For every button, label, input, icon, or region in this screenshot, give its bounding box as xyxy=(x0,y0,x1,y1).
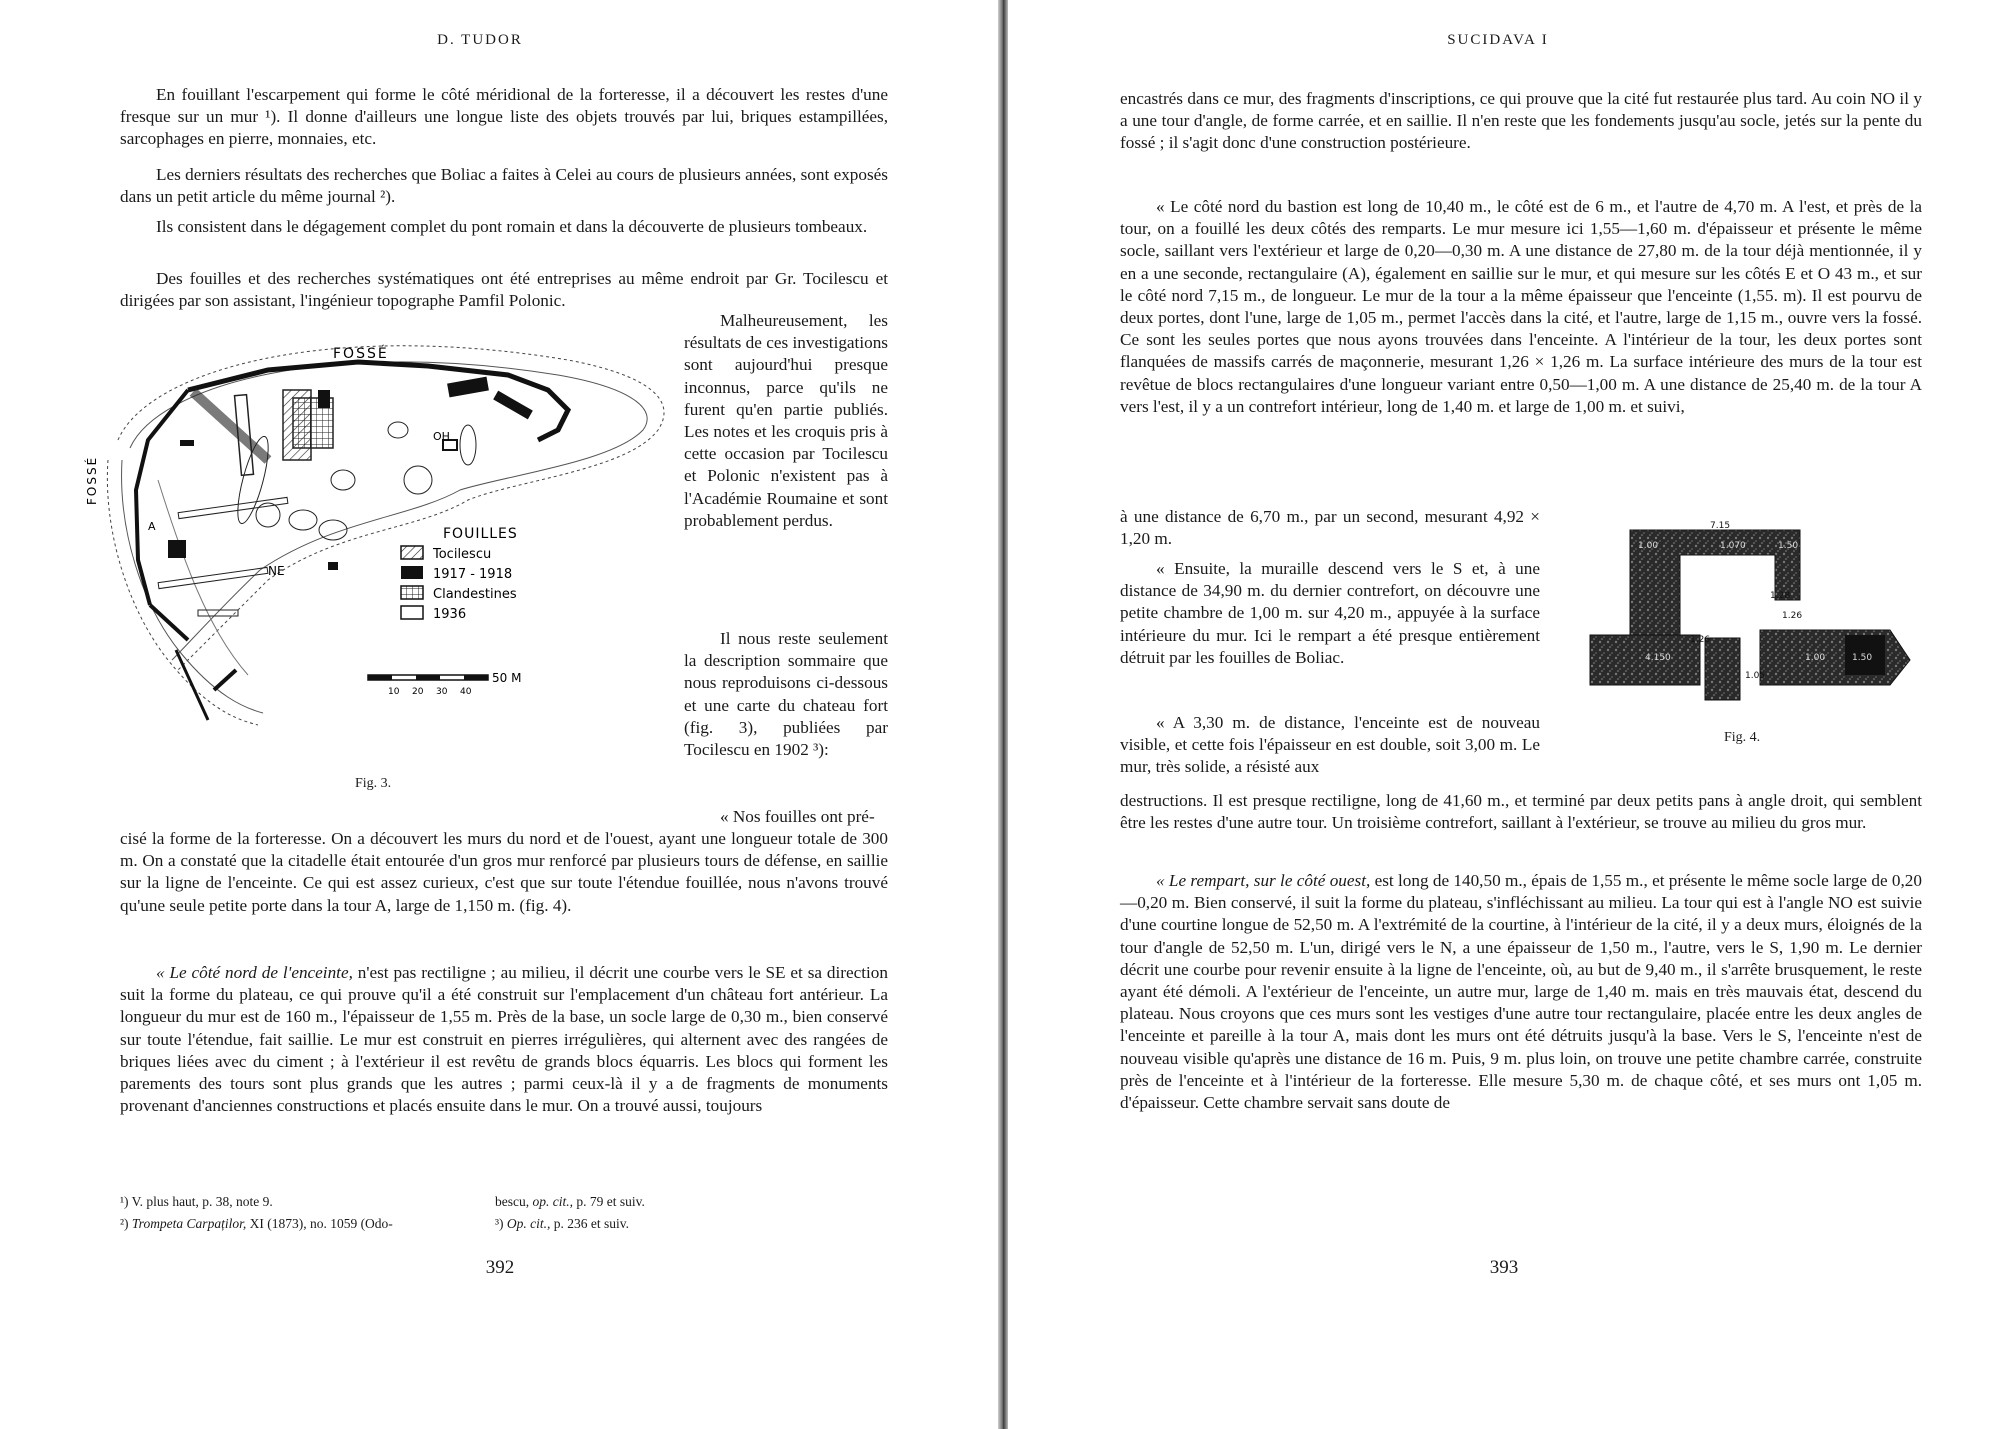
map-label-a: A xyxy=(148,520,156,533)
left-side-paragraph-2: Il nous reste seulement la description sommaire que nous reproduisons ci-dessous et une carte du chateau fort (fig. 3), publiées par Tocilescu en 1902 ³): xyxy=(684,629,888,760)
left-paragraph-2: Les derniers résultats des recherches que Boliac a faites à Celei au cours de plusieurs années, sont exposés dans un petit article du même journal ²). xyxy=(120,165,888,207)
right-paragraph-2b: à une distance de 6,70 m., par un second, mesurant 4,92 × 1,20 m. xyxy=(1120,507,1540,549)
left-paragraph-6 xyxy=(120,962,888,1117)
map-legend-title: FOUILLES xyxy=(443,526,518,542)
footnote-3 xyxy=(495,1214,875,1234)
plan-label-128: 1.28 xyxy=(1770,591,1791,601)
plan-label-100-bottom: 1.00 xyxy=(1805,653,1826,663)
footnote-3-italic: op. cit., xyxy=(532,1194,573,1209)
right-page xyxy=(1008,0,2000,1429)
map-legend-1917: 1917 - 1918 xyxy=(433,567,513,582)
page-number-left: 392 xyxy=(485,1257,515,1278)
footnote-2-prefix: ²) xyxy=(120,1216,132,1231)
footnote-3-text: p. 79 et suiv. xyxy=(573,1194,645,1209)
plan-label-150-bottom: 1.50 xyxy=(1852,653,1873,663)
right-paragraph-4: « A 3,30 m. de distance, l'enceinte est de nouveau visible, et cette fois l'épaisseur en est double, soit 3,00 m. Le mur, très solide, a résisté aux xyxy=(1120,713,1540,777)
fortress-map-figure xyxy=(85,330,678,730)
map-legend-clandestines: Clandestines xyxy=(433,587,517,602)
map-scale-tick-20: 20 xyxy=(412,687,424,697)
footnote-2 xyxy=(120,1214,500,1234)
map-label-fosse-left: FOSSÉ xyxy=(85,455,99,505)
map-scale-label: 50 M xyxy=(492,671,522,685)
map-label-oh: OH xyxy=(433,430,450,443)
plan-label-150-top: 1.50 xyxy=(1778,541,1799,551)
map-scale-tick-30: 30 xyxy=(436,687,448,697)
left-side-paragraph-1: Malheureusement, les résultats de ces investigations sont aujourd'hui presque inconnus, parce qu'ils ne furent qu'en partie publiés. Les notes et les croquis pris à cette occasion par Tocilescu et Polonic n'existent pas à l'Académie Roumaine et sont probablement perdus. xyxy=(684,311,888,530)
plan-label-126-a: 1.26 xyxy=(1690,635,1711,645)
right-paragraph-1: encastrés dans ce mur, des fragments d'inscriptions, ce qui prouve que la cité fut restaurée plus tard. Au coin NO il y a une tour d'angle, de forme carrée, et en saillie. Il n'en reste que les fondements jusqu'au socle, jetés sur la pente du fossé ; il s'agit donc d'une construction postérieure. xyxy=(1120,89,1922,153)
plan-label-1070: 1.070 xyxy=(1720,541,1746,551)
map-label-fosse-top: FOSSÉ xyxy=(333,346,389,362)
right-paragraph-5 xyxy=(1120,870,1922,1114)
left-side-paragraph-3: « Nos fouilles ont pré- xyxy=(720,807,875,826)
footnote-2-text: XI (1873), no. 1059 (Odo- xyxy=(246,1216,393,1231)
footnote-4-prefix: ³) xyxy=(495,1216,507,1231)
plan-label-126-b: 1.26 xyxy=(1782,611,1803,621)
left-paragraph-4: Des fouilles et des recherches systématiques ont été entreprises au même endroit par Gr. Tocilescu et dirigées par son assistant, l'ingénieur topographe Pamfil Polonic. xyxy=(120,269,888,311)
left-paragraph-1: En fouillant l'escarpement qui forme le côté méridional de la forteresse, il a découvert les restes d'une fresque sur un mur ¹). Il donne d'ailleurs une longue liste des objets trouvés par lui, briques estampillées, sarcophages en pierre, monnaies, etc. xyxy=(120,85,888,149)
tower-plan-figure xyxy=(1590,520,1920,720)
plan-label-105: 1.05 xyxy=(1745,671,1766,681)
right-p5-italic: « Le rempart, sur le côté ouest, xyxy=(1156,871,1371,890)
plan-label-715: 7.15 xyxy=(1710,521,1731,531)
plan-label-4150: 4.150 xyxy=(1645,653,1671,663)
map-label-ne: NE xyxy=(268,564,285,578)
book-gutter xyxy=(998,0,1008,1429)
running-head-right: SUCIDAVA I xyxy=(1447,32,1549,48)
left-p6-italic: « Le côté nord de l'enceinte, xyxy=(156,963,353,982)
map-scale-tick-10: 10 xyxy=(388,687,400,697)
map-scale-tick-40: 40 xyxy=(460,687,472,697)
map-legend-1936: 1936 xyxy=(433,607,467,622)
left-paragraph-3: Ils consistent dans le dégagement complet du pont romain et dans la découverte de plusieurs tombeaux. xyxy=(156,217,868,236)
footnote-1: ¹) V. plus haut, p. 38, note 9. xyxy=(120,1194,273,1209)
footnote-4-text: p. 236 et suiv. xyxy=(550,1216,630,1231)
left-paragraph-5: cisé la forme de la forteresse. On a découvert les murs du nord et de l'ouest, ayant une longueur totale de 300 m. On a constaté que la citadelle était entourée d'un gros mur renforcé par plusieurs tours de défense, en saillie sur la ligne de l'enceinte. Ce qui est assez curieux, c'est que sur toute l'étendue fouillée, nous n'avons trouvé qu'une seule petite porte dans la tour A, large de 1,150 m. (fig. 4). xyxy=(120,829,888,915)
map-legend-tocilescu: Tocilescu xyxy=(433,547,492,562)
footnote-2-italic: Trompeta Carpaților, xyxy=(131,1216,247,1231)
left-p6-text: n'est pas rectiligne ; au milieu, il décrit une courbe vers le SE et sa direction suit la forme du plateau, ce qui prouve qu'il a été construit sur l'emplacement d'un château fort antérieur. La longueur du mur est de 160 m., l'épaisseur de 1,55 m. Près de la base, un socle large de 0,30 m., bien conservé sur toute l'étendue, fait saillie. Le mur est construit en pierres irrégulières, qui alternent avec des rangées de briques liées avec du ciment ; à l'extérieur il est revêtu de grands blocs équarris. Les blocs qui forment les parements des tours sont plus grands que les autres ; parmi ceux-là il y a de fragments de monuments provenant d'anciennes constructions et placés ensuite dans le mur. On a trouvé aussi, toujours xyxy=(120,963,888,1116)
running-head-left: D. TUDOR xyxy=(437,32,523,48)
right-p5-text: est long de 140,50 m., épais de 1,55 m., et présente le même socle large de 0,20—0,20 m. Bien conservé, il suit la forme du plateau, s'infléchissant au milieu. La tour qui est à l'angle NO est suivie d'une courtine longue de 52,50 m. A l'extrémité de la courtine, à l'intérieur de la cité, il y a deux murs, éloignés de la tour d'angle de 52,50 m. L'un, dirigé vers le N, a une épaisseur de 1,50 m., l'autre, vers le S, 1,90 m. Le dernier décrit une courbe pour revenir ensuite à la ligne de l'enceinte, où, au but de 9,40 m., il s'arrête brusquement, le reste ayant été démoli. A l'extérieur de l'enceinte, un autre mur, large de 1,40 m. mais en très mauvais état, descend du plateau. Nous croyons que ces murs sont les vestiges d'une autre tour rectangulaire, placée entre les deux angles de l'enceinte et pareille à la tour A, mais dont les murs ont été détruits jusqu'à la base. Vers le S, l'enceinte n'est de nouveau visible qu'après une distance de 16 m. Puis, 9 m. plus loin, on trouve une petite chambre carrée, construite près de l'enceinte et à l'intérieur de la forteresse. Elle mesure 5,30 m. de chaque côté, et ses murs ont 1,05 m. d'épaisseur. Cette chambre servait sans doute de xyxy=(1120,871,1922,1113)
fig4-caption: Fig. 4. xyxy=(1724,730,1761,745)
page-number-right: 393 xyxy=(1489,1257,1519,1278)
right-paragraph-3: « Ensuite, la muraille descend vers le S et, à une distance de 34,90 m. du dernier contrefort, on découvre une petite chambre de 1,00 m. sur 4,20 m., appuyée à la surface intérieure du mur. Ici le rempart a été presque entièrement détruit par les fouilles de Boliac. xyxy=(1120,559,1540,667)
footnote-4-italic: Op. cit., xyxy=(506,1216,551,1231)
plan-label-100-top: 1.00 xyxy=(1638,541,1659,551)
right-paragraph-4b: destructions. Il est presque rectiligne, long de 41,60 m., et terminé par deux petits pans à angle droit, qui semblent être les restes d'une autre tour. Un troisième contrefort, saillant à l'extérieur, se trouve au milieu du gros mur. xyxy=(1120,791,1922,833)
footnote-3-prefix: bescu, xyxy=(495,1194,533,1209)
fig3-caption: Fig. 3. xyxy=(355,776,392,791)
right-paragraph-2: « Le côté nord du bastion est long de 10,40 m., le côté est de 6 m., et l'autre de 4,70 m. A l'est, et près de la tour, on a fouillé les deux côtés des remparts. Le mur mesure ici 1,55—1,60 m. d'épaisseur et présente le même socle, saillant vers l'extérieur et large de 0,20—0,30 m. A une distance de 27,80 m. de la tour déjà mentionnée, il y en a une seconde, rectangulaire (A), également en saillie sur le mur, et qui mesure sur les côtés E et O 43 m., et sur le côté nord 7,15 m., de longueur. Le mur de la tour a la même épaisseur que l'enceinte (1,55. m). Il est pourvu de deux portes, dont l'une, large de 1,05 m., permet l'accès dans la cité, et l'autre, large de 1,15 m., ouvre vers la fossé. Ce sont les seules portes que nous ayons trouvées dans l'enceinte. A l'intérieur de la tour, les deux portes sont flanquées de massifs carrés de maçonnerie, mesurant 1,26 × 1,26 m. La surface intérieure des murs de la tour est revêtue de blocs rectangulaires d'une longueur variant entre 0,50—1,00 m. A une distance de 25,40 m. de la tour A vers l'est, il y a un contrefort intérieur, long de 1,40 m. et large de 1,00 m. et suivi, xyxy=(1120,197,1922,416)
footnote-2-cont xyxy=(495,1192,875,1212)
